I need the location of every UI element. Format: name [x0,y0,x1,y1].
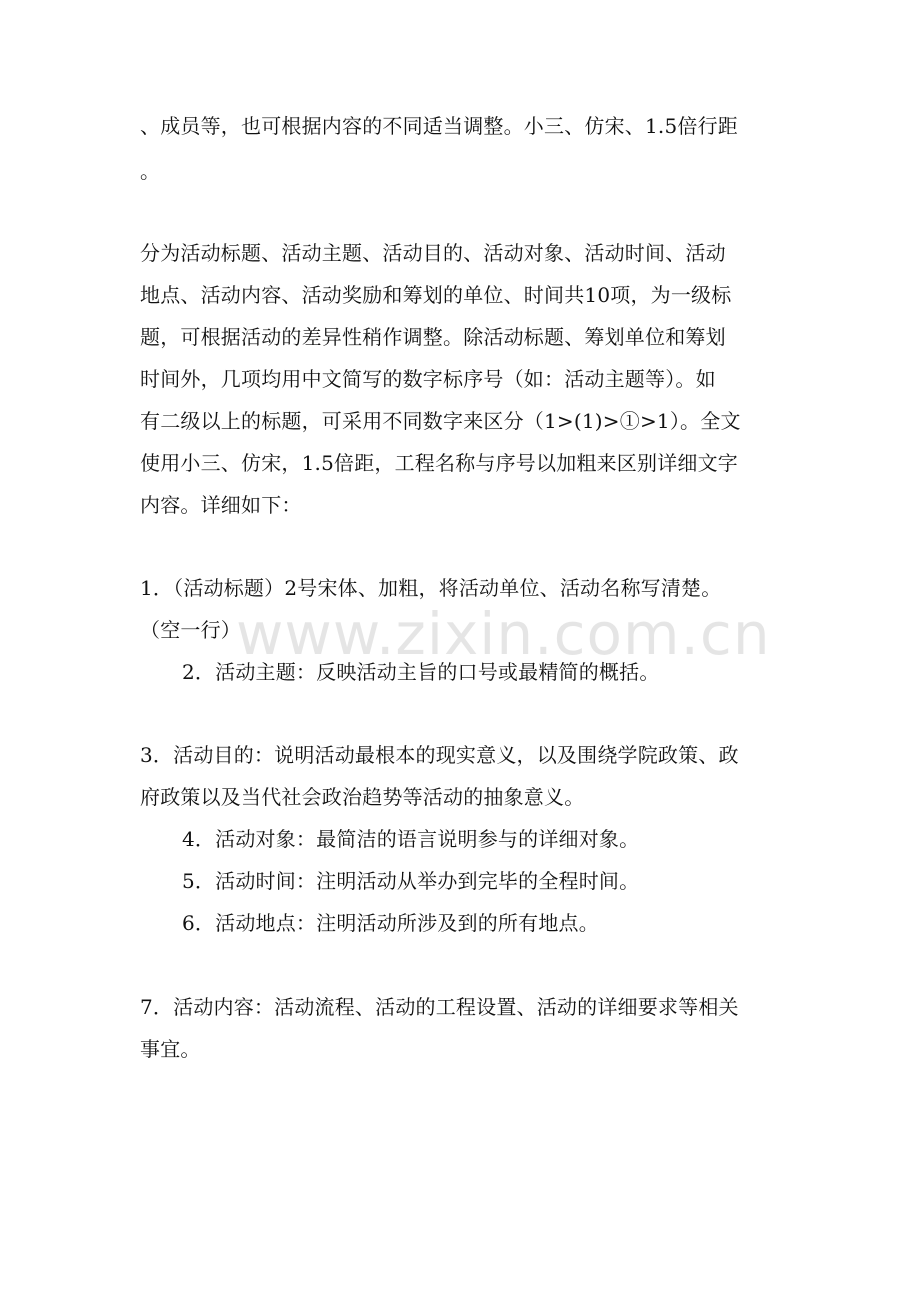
paragraph-2-line-6: 使用小三、仿宋，1.5倍距，工程名称与序号以加粗来区别详细文字 [140,451,739,475]
item-3-line-2: 府政策以及当代社会政治趋势等活动的抽象意义。 [140,785,585,809]
item-5: 5．活动时间：注明活动从举办到完毕的全程时间。 [182,869,640,893]
paragraph-2-line-5: 有二级以上的标题，可采用不同数字来区分（1>(1)>①>1）。全文 [140,409,741,433]
paragraph-1-line-1: 、成员等，也可根据内容的不同适当调整。小三、仿宋、1.5倍行距 [140,114,739,138]
item-1-line-2: （空一行） [140,618,241,642]
item-7-line-2: 事宜。 [140,1037,201,1061]
item-1-line-1: 1．（活动标题）2号宋体、加粗，将活动单位、活动名称写清楚。 [140,576,722,600]
item-6: 6．活动地点：注明活动所涉及到的所有地点。 [182,911,599,935]
item-4: 4．活动对象：最简洁的语言说明参与的详细对象。 [182,827,640,851]
paragraph-2-line-4: 时间外，几项均用中文简写的数字标序号（如：活动主题等）。如 [140,367,716,391]
watermark-text: www.zixin.com.cn [236,600,771,668]
paragraph-2-line-1: 分为活动标题、活动主题、活动目的、活动对象、活动时间、活动 [140,241,726,265]
item-2: 2．活动主题：反映活动主旨的口号或最精简的概括。 [182,660,660,684]
item-7-line-1: 7．活动内容：活动流程、活动的工程设置、活动的详细要求等相关 [140,995,739,1019]
paragraph-2-line-7: 内容。详细如下： [140,493,302,517]
paragraph-2-line-2: 地点、活动内容、活动奖励和筹划的单位、时间共10项，为一级标 [140,283,732,307]
paragraph-1-line-2: 。 [140,159,161,183]
paragraph-2-line-3: 题，可根据活动的差异性稍作调整。除活动标题、筹划单位和筹划 [140,325,726,349]
item-3-line-1: 3．活动目的：说明活动最根本的现实意义，以及围绕学院政策、政 [140,743,739,767]
